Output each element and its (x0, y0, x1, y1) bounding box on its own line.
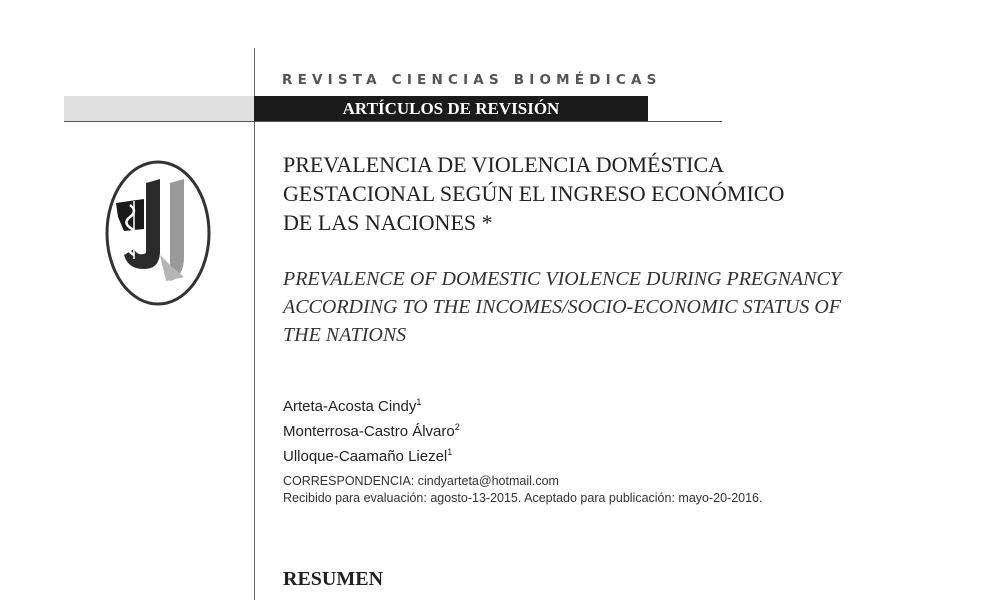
author-name: Ulloque-Caamaño Liezel (283, 448, 448, 465)
author-list (283, 392, 460, 467)
title-line: PREVALENCIA DE VIOLENCIA DOMÉSTICA (283, 152, 725, 177)
journal-name: REVISTA CIENCIAS BIOMÉDICAS (282, 72, 662, 88)
received-dates: Recibido para evaluación: agosto-13-2015. Aceptado para publicación: mayo-20-2016. (283, 491, 763, 505)
title-line: THE NATIONS (283, 324, 407, 346)
title-english (283, 265, 963, 349)
section-label: ARTÍCULOS DE REVISIÓN (254, 96, 648, 121)
correspondence: CORRESPONDENCIA: cindyarteta@hotmail.com (283, 474, 559, 488)
abstract-heading: RESUMEN (283, 568, 384, 590)
journal-logo-icon (104, 159, 212, 307)
author (283, 417, 460, 442)
header-rule (64, 121, 722, 122)
author-affiliation: 1 (416, 397, 422, 407)
author-affiliation: 2 (454, 422, 460, 432)
title-line: PREVALENCE OF DOMESTIC VIOLENCE DURING PREGNANCY (283, 268, 841, 290)
title-line: DE LAS NACIONES * (283, 210, 493, 235)
correspondence-block (283, 473, 763, 507)
title-spanish (283, 150, 923, 237)
author (283, 392, 460, 417)
author-affiliation: 1 (447, 447, 453, 457)
author-name: Monterrosa-Castro Álvaro (283, 423, 455, 440)
header-gray-band (64, 96, 254, 121)
author-name: Arteta-Acosta Cindy (283, 398, 417, 415)
title-line: GESTACIONAL SEGÚN EL INGRESO ECONÓMICO (283, 181, 785, 206)
author (283, 442, 460, 467)
vertical-divider (254, 48, 255, 600)
title-line: ACCORDING TO THE INCOMES/SOCIO-ECONOMIC STATUS OF (283, 296, 841, 318)
